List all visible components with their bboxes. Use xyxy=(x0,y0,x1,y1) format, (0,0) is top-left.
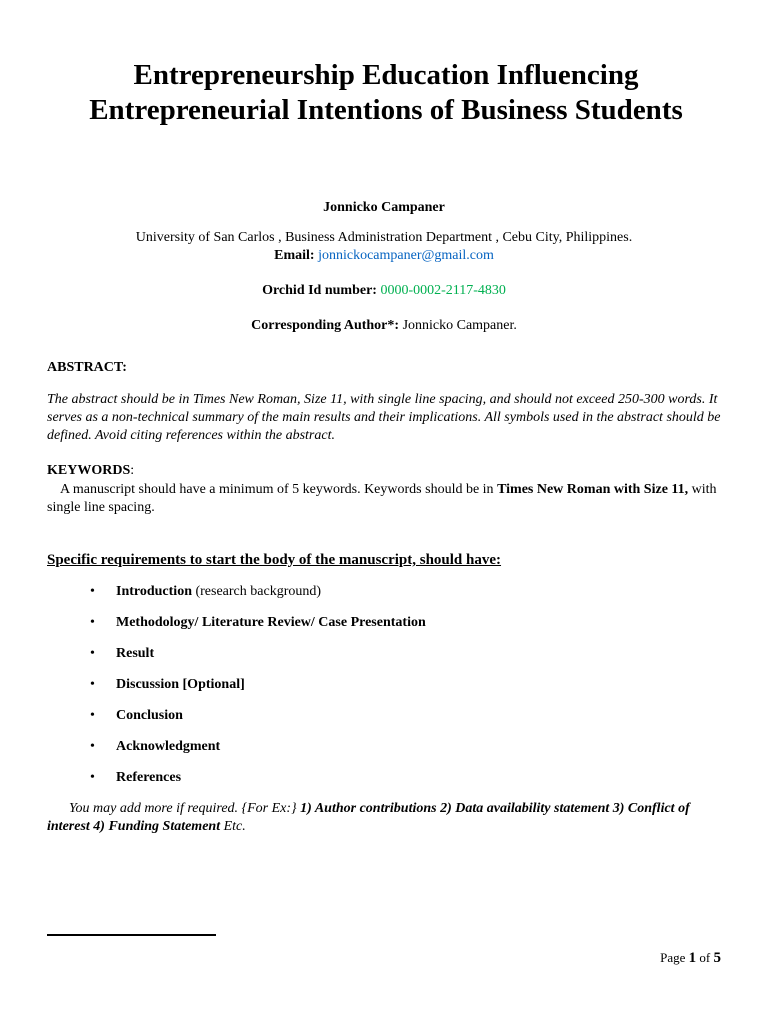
keywords-text-after: with single line spacing. xyxy=(47,482,717,515)
list-item xyxy=(90,613,426,644)
list-item-label: Conclusion xyxy=(116,708,183,723)
footnote-separator xyxy=(47,934,216,936)
keywords-body xyxy=(47,481,723,517)
email-label: Email: xyxy=(274,248,315,263)
keywords-colon: : xyxy=(130,463,135,478)
list-item xyxy=(90,644,426,675)
bullet-icon: • xyxy=(90,770,95,785)
orcid-line xyxy=(0,282,768,300)
corresponding-value: Jonnicko Campaner. xyxy=(402,318,517,333)
bullet-icon: • xyxy=(90,739,95,754)
paper-title: Entrepreneurship Education Influencing Entrepreneurial Intentions of Business Students xyxy=(89,59,683,126)
corresponding-author-line xyxy=(0,317,768,335)
corresponding-label: Corresponding Author*: xyxy=(251,318,400,333)
abstract-heading: ABSTRACT: xyxy=(47,360,127,375)
list-item-note: (research background) xyxy=(191,584,322,599)
list-item xyxy=(90,706,426,737)
affiliation: University of San Carlos , Business Administration Department , Cebu City, Philippines. xyxy=(135,230,633,245)
list-item-label: References xyxy=(116,770,182,785)
list-item-label: Acknowledgment xyxy=(116,739,221,754)
keywords-text-bold: Times New Roman with Size 11, xyxy=(497,482,689,497)
keywords-heading-line xyxy=(47,462,723,480)
list-item xyxy=(90,675,426,706)
list-item-label: Introduction xyxy=(116,584,192,599)
bullet-icon: • xyxy=(90,677,95,692)
list-item xyxy=(90,582,426,613)
page-number xyxy=(660,950,721,967)
additional-bold: 1) Author contributions 2) Data availability statement 3) Conflict of interest 4) Funding Statement xyxy=(47,801,690,834)
page-number-current: 1 xyxy=(688,950,697,966)
additional-suffix: Etc. xyxy=(220,819,246,834)
bullet-icon: • xyxy=(90,615,95,630)
list-item xyxy=(90,737,426,768)
email-link[interactable]: jonnickocampaner@gmail.com xyxy=(318,248,494,263)
orcid-value: 0000-0002-2117-4830 xyxy=(380,283,506,298)
requirements-heading-wrap xyxy=(47,551,723,570)
requirements-list xyxy=(90,582,426,799)
additional-prefix: You may add more if required. {For Ex:} xyxy=(69,801,301,816)
list-item-label: Methodology/ Literature Review/ Case Presentation xyxy=(116,615,426,630)
page-number-prefix: Page xyxy=(660,950,689,965)
orcid-label: Orchid Id number: xyxy=(262,283,377,298)
keywords-heading: KEYWORDS xyxy=(47,463,131,478)
author-name: Jonnicko Campaner xyxy=(323,200,445,215)
list-item xyxy=(90,768,426,799)
requirements-heading: Specific requirements to start the body of the manuscript, should have: xyxy=(47,552,502,568)
additional-sections-note xyxy=(47,800,723,836)
page-number-total: 5 xyxy=(713,950,721,966)
page-number-of: of xyxy=(696,950,714,965)
email-line xyxy=(0,247,768,265)
list-item-label: Result xyxy=(116,646,155,661)
bullet-icon: • xyxy=(90,646,95,661)
list-item-label: Discussion [Optional] xyxy=(116,677,245,692)
keywords-text-before: A manuscript should have a minimum of 5 keywords. Keywords should be in xyxy=(60,482,498,497)
bullet-icon: • xyxy=(90,584,95,599)
bullet-icon: • xyxy=(90,708,95,723)
abstract-body: The abstract should be in Times New Roman, Size 11, with single line spacing, and should not exceed 250-300 words. It serves as a non-technical summary of the main results and their implications. All symbols used in the abstract should be defined. Avoid citing references within the abstract. xyxy=(47,392,721,443)
